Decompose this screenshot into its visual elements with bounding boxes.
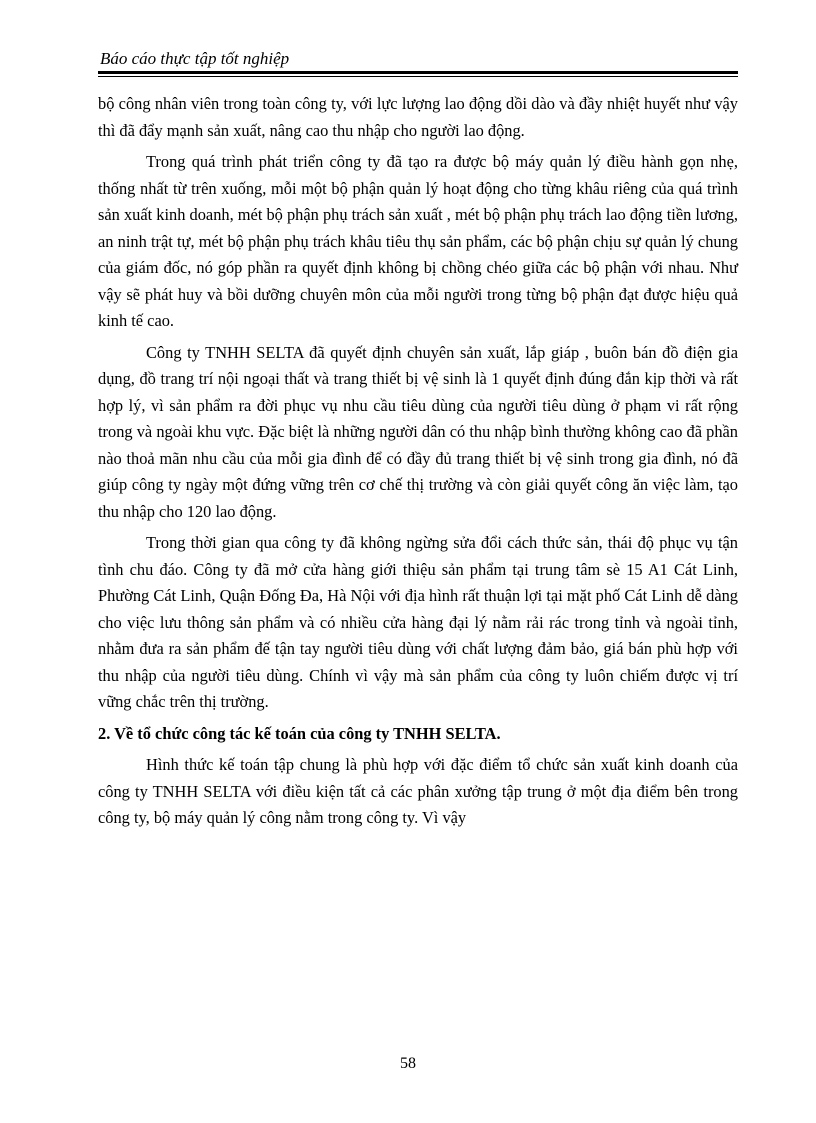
paragraph-2: Trong quá trình phát triển công ty đã tạo ra được bộ máy quản lý điều hành gọn nhẹ, thống nhất từ trên xuống, mỗi một bộ phận quản lý hoạt động cho từng khâu riêng của quá trình sản xuất kinh doanh, mét bộ phận phụ trách sản xuất , mét bộ phận phụ trách lao động tiền lương, an ninh trật tự, mét bộ phận phụ trách khâu tiêu thụ sản phẩm, các bộ phận chịu sự quản lý chung của giám đốc, nó góp phần ra quyết định không bị chồng chéo giữa các bộ phận với nhau. Như vậy sẽ phát huy và bồi dưỡng chuyên môn của mỗi người trong từng bộ phận đạt được hiệu quả kinh tế cao. xyxy=(98,152,738,330)
paragraph-3: Công ty TNHH SELTA đã quyết định chuyên sản xuất, lắp giáp , buôn bán đồ điện gia dụng, đồ trang trí nội ngoại thất và trang thiết bị vệ sinh là 1 quyết định đúng đắn kịp thời và rất hợp lý, vì sản phẩm ra đời phục vụ nhu cầu tiêu dùng của người tiêu dùng ở phạm vi rất rộng trong và ngoài khu vực. Đặc biệt là những người dân có thu nhập bình thường không cao đã phần nào thoả mãn nhu cầu của mỗi gia đình để có đầy đủ trang thiết bị vệ sinh trong gia đình, nó đã giúp công ty ngày một đứng vững trên cơ chế thị trường và còn giải quyết công ăn việc làm, tạo thu nhập cho 120 lao động. xyxy=(98,342,738,521)
section-heading: 2. Về tổ chức công tác kế toán của công ty TNHH SELTA. xyxy=(98,723,501,743)
paragraph-5: Hình thức kế toán tập chung là phù hợp với đặc điểm tổ chức sản xuất kinh doanh của công ty TNHH SELTA với điều kiện tất cả các phân xưởng tập trung ở một địa điểm bên trong công ty, bộ máy quản lý công nằm trong công ty. Vì vậy xyxy=(98,755,738,827)
header-rule-thin xyxy=(98,76,738,77)
paragraph-1: bộ công nhân viên trong toàn công ty, với lực lượng lao động dồi dào và đầy nhiệt huyết như vậy thì đã đẩy mạnh sản xuất, nâng cao thu nhập cho người lao động. xyxy=(98,94,738,140)
header-title: Báo cáo thực tập tốt nghiệp xyxy=(100,49,290,68)
page-number: 58 xyxy=(400,1055,416,1072)
page-header xyxy=(98,48,738,77)
header-rule-thick xyxy=(98,71,738,74)
page-body xyxy=(98,91,738,832)
paragraph-4: Trong thời gian qua công ty đã không ngừng sửa đổi cách thức sản, thái độ phục vụ tận tình chu đáo. Công ty đã mở cửa hàng giới thiệu sản phẩm tại trung tâm sè 15 A1 Cát Linh, Phường Cát Linh, Quận Đống Đa, Hà Nội với địa hình rất thuận lợi tại mặt phố Cát Linh dễ dàng cho việc lưu thông sản phẩm và có nhiều cửa hàng đại lý nằm rải rác trong tỉnh và ngoài tỉnh, nhằm đưa ra sản phẩm đế tận tay người tiêu dùng với chất lượng đảm bảo, giá bán phù hợp với thu nhập của người tiêu dùng. Chính vì vậy mà sản phẩm của công ty luôn chiếm được vị trí vững chắc trên thị trường. xyxy=(98,533,738,711)
